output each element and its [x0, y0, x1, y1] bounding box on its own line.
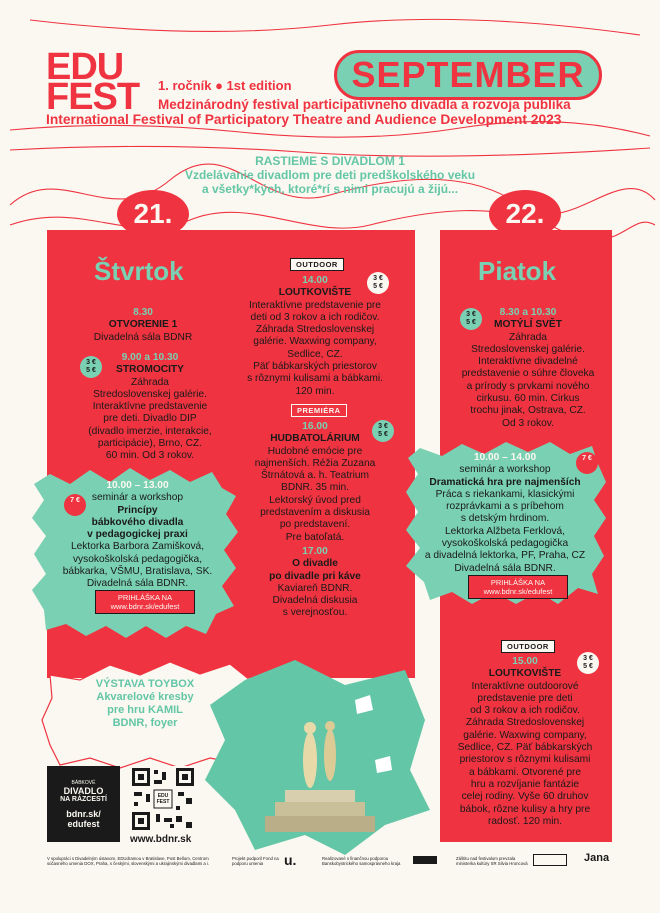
- price-badge: 3 € 5 €: [80, 356, 102, 378]
- event-motyli-svet: 8.30 a 10.30 MOTÝLÍ SVĚT Záhrada Stredoslovenskej galérie. Interaktívne divadelné predstavenie o súhre človeka a prírody s prvkami nového cirkusu. 60 min. Cirkus trochu jinak, Ostrava, CZ. Od 3 rokov.: [461, 307, 595, 429]
- brand-block: BÁBKOVÉ DIVADLO NA RÁZCESTÍ bdnr.sk/ edufest: [47, 766, 120, 842]
- website-url[interactable]: www.bdnr.sk: [130, 834, 192, 845]
- month-badge: SEPTEMBER: [334, 50, 602, 100]
- intro: [150, 154, 510, 196]
- event-opening: 8.30 OTVORENIE 1 Divadelná sála BDNR: [93, 307, 193, 343]
- fund-logo-icon: u.: [284, 852, 297, 868]
- price-badge: 3 € 5 €: [372, 420, 394, 442]
- sponsor-logo: Jana: [584, 852, 610, 864]
- exhibition-text: VÝSTAVA TOYBOX Akvarelové kresby pre hru KAMIL BDNR, foyer: [95, 678, 195, 729]
- edition-label: 1. ročník ● 1st edition: [158, 78, 292, 93]
- price-badge: 7 €: [576, 452, 598, 474]
- intro-line-2: Vzdelávanie divadlom pre deti predškolského veku: [184, 168, 476, 182]
- friday-title: Piatok: [478, 256, 557, 286]
- tag-outdoor: OUTDOOR: [501, 640, 555, 653]
- thursday-date: 21.: [117, 190, 189, 238]
- friday-date: 22.: [489, 190, 561, 238]
- ministry-logo-icon: [533, 854, 567, 866]
- register-link-thu[interactable]: PRIHLÁŠKA NA www.bdnr.sk/edufest: [95, 590, 195, 614]
- qr-label: EDU FEST: [156, 793, 170, 805]
- workshop-fri: 10.00 – 14.00 seminár a workshop Dramatická hra pre najmenších Práca s riekankami, klasickými rozprávkami a s príbehom s detským hrdinom. Lektorka Alžbeta Ferklová, vysokoškolská pedagogička a divadelná lektorka, PF, Praha, CZ Divadelná sála BDNR.: [424, 452, 586, 574]
- workshop-thu: 10.00 – 13.00 seminár a workshop Princípy bábkového divadla v pedagogickej praxi Lektorka Barbora Zamišková, vysokoškolská pedagogička, bábkarka, VŠMU, Bratislava, SK. Divadelná sála BDNR.: [62, 480, 213, 590]
- credits-fund: Projekt podporil Fond na podporu umenia: [232, 856, 279, 867]
- illustration: [205, 660, 435, 860]
- thursday-title: Štvrtok: [94, 256, 184, 286]
- price-badge: 3 € 5 €: [367, 272, 389, 294]
- event-discussion: 17.00 O divadle po divadle pri káve Kaviareň BDNR. Divadelná diskusia s verejnosťou.: [269, 546, 361, 619]
- region-logo-icon: [413, 856, 437, 864]
- credits-patron: Záštitu nad festivalom prevzala ministerka kultúry SR Silvia Hroncová: [456, 856, 528, 867]
- price-badge: 3 € 5 €: [460, 308, 482, 330]
- tag-premiere: PREMIÉRA: [291, 404, 347, 417]
- event-loutkoviste-fri: 15.00 LOUTKOVIŠTE Interaktívne outdoorové predstavenie pre deti od 3 rokov a ich rodičov. Záhrada Stredoslovenskej galérie. Waxwing company, Sedlice, CZ. Päť bábkarských priestorov s rôznymi kulisami a bábkami. Otvorené pre hru a rozvíjanie fantázie celej rodiny. Vyše 60 druhov bábok, rôzne kulisy a hry pre radosť. 120 min.: [457, 656, 593, 827]
- logo-line-1: EDU: [46, 46, 124, 88]
- event-hudbatolarium: 16.00 HUDBATOLÁRIUM Hudobné emócie pre najmenších. Réžia Zuzana Štrnátová a. h. Teatrium BDNR. 35 min. Lektorský úvod pred predstavením a diskusia po predstavení. Pre batoľatá.: [254, 421, 376, 543]
- register-link-fri[interactable]: PRIHLÁŠKA NA www.bdnr.sk/edufest: [468, 575, 568, 599]
- event-loutkoviste-thu: 14.00 LOUTKOVIŠTE Interaktívne predstavenie pre deti od 3 rokov a ich rodičov. Záhrada Stredoslovenskej galérie. Waxwing company, Sedlice, CZ. Päť bábkarských priestorov s rôznymi kulisami a bábkami. 120 min.: [247, 275, 383, 397]
- intro-title: RASTIEME S DIVADLOM 1: [255, 154, 405, 168]
- intro-line-3: a všetky*kých, ktoré*rí s nimi pracujú a žijú...: [201, 182, 459, 196]
- credits-partners: V spolupráci s Divadelným ústavom, EDUdramou v Bratislave, Post Bellum, Centrom súčasného umenia DOX, Praha, s českými, slovenskými a ukrajinskými divadlami a i.: [47, 856, 210, 867]
- title-en: International Festival of Participatory Theatre and Audience Development 2023: [46, 112, 562, 127]
- price-badge: 7 €: [64, 494, 86, 516]
- price-badge: 3 € 5 €: [577, 652, 599, 674]
- logo: [46, 46, 140, 118]
- credits-region: Realizované s finančnou podporou Banskobystrického samosprávneho kraja: [322, 856, 401, 867]
- tag-outdoor: OUTDOOR: [290, 258, 344, 271]
- title-sk: Medzinárodný festival participatívneho divadla a rozvoja publika: [158, 97, 571, 112]
- logo-line-2: FEST: [46, 76, 140, 118]
- event-stromocity: 9.00 a 10.30 STROMOCITY Záhrada Stredoslovenskej galérie. Interaktívne predstavenie pre deti. Divadlo DIP (divadlo imerzie, interakcie, participácie), Brno, CZ. 60 min. Od 3 rokov.: [88, 352, 212, 462]
